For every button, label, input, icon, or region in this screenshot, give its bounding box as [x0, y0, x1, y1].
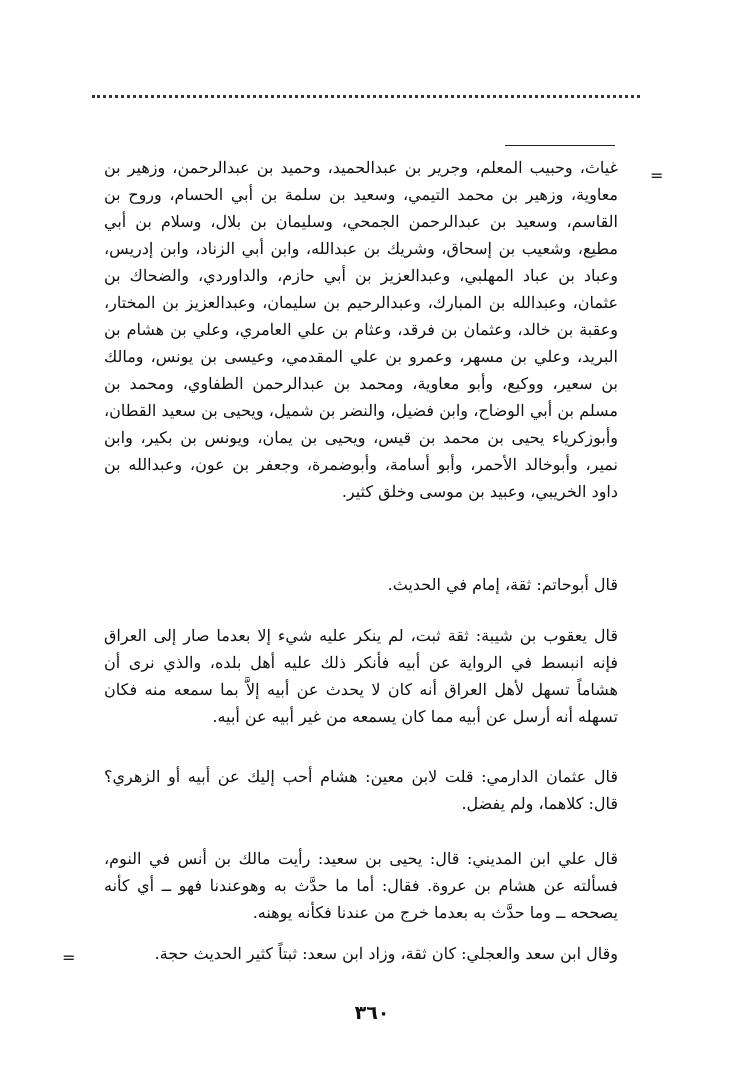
continuation-mark-bottom: =	[62, 948, 76, 967]
paragraph-ibn-saad: وقال ابن سعد والعجلي: كان ثقة، وزاد ابن سعد: ثبتاً كثير الحديث حجة.	[154, 944, 618, 963]
continuation-mark-top: =	[650, 166, 664, 185]
paragraph-yaqub-ibn-shaybah: قال يعقوب بن شيبة: ثقة ثبت، لم ينكر عليه شيء إلا بعدما صار إلى العراق فإنه انبسط في الرواية عن أبيه فأنكر ذلك عليه أهل بلده، والذي نرى أن هشاماً تسهل لأهل العراق أنه كان لا يحدث عن أبيه إلاَّ بما سمعه منه فكان تسهله أنه أرسل عن أبيه مما كان يسمعه من غير أبيه عن أبيه.	[104, 626, 619, 726]
paragraph-uthman-al-darimi: قال عثمان الدارمي: قلت لابن معين: هشام أحب إليك عن أبيه أو الزهري؟ قال: كلاهما، ولم يفضل.	[104, 767, 618, 813]
footnote-separator-rule	[505, 145, 615, 146]
paragraph-ali-ibn-al-madini: قال علي ابن المديني: قال: يحيى بن سعيد: رأيت مالك بن أنس في النوم، فسألته عن هشام بن عروة. فقال: أما ما حدَّث به وهوعندنا فهو ــ أي كأنه يصححه ــ وما حدَّث به بعدما خرج من عندنا فكأنه يوهنه.	[104, 849, 618, 922]
paragraph-abu-hatim: قال أبوحاتم: ثقة، إمام في الحديث.	[387, 575, 618, 594]
dotted-header-rule	[92, 95, 640, 98]
page-number: ٣٦٠	[354, 1002, 390, 1024]
footnote-narrators-list: غياث، وحبيب المعلم، وجرير بن عبدالحميد، وحميد بن عبدالرحمن، وزهير بن معاوية، وزهير بن محمد التيمي، وسعيد بن سلمة بن أبي الحسام، وروح بن القاسم، وسعيد بن عبدالرحمن الجمحي، وسليمان بن بلال، وسلام بن أبي مطيع، وشعيب بن إسحاق، وشريك بن عبدالله، وابن أبي الزناد، وابن إدريس، وعباد بن عباد المهلبي، وعبدالعزيز بن أبي حازم، والداوردي، والضحاك بن عثمان، وعبدالله بن المبارك، وعبدالرحيم بن سليمان، وعبدالعزيز بن المختار، وعقبة بن خالد، وعثمان بن فرقد، وعثام بن علي العامري، وعلي بن هشام بن البريد، وعلي بن مسهر، وعمرو بن علي المقدمي، وعيسى بن يونس، ومالك بن سعير، ووكيع، وأبو معاوية، ومحمد بن عبدالرحمن الطفاوي، ومحمد بن مسلم بن أبي الوضاح، وابن فضيل، والنضر بن شميل، ويحيى بن سعيد القطان، وأبوزكرياء يحيى بن محمد بن قيس، ويحيى بن يمان، ويونس بن بكير، وابن نمير، وأبوخالد الأحمر، وأبو أسامة، وأبوضمرة، وجعفر بن عون، وعبدالله بن داود الخريبي، وعبيد بن موسى وخلق كثير.	[104, 158, 618, 501]
